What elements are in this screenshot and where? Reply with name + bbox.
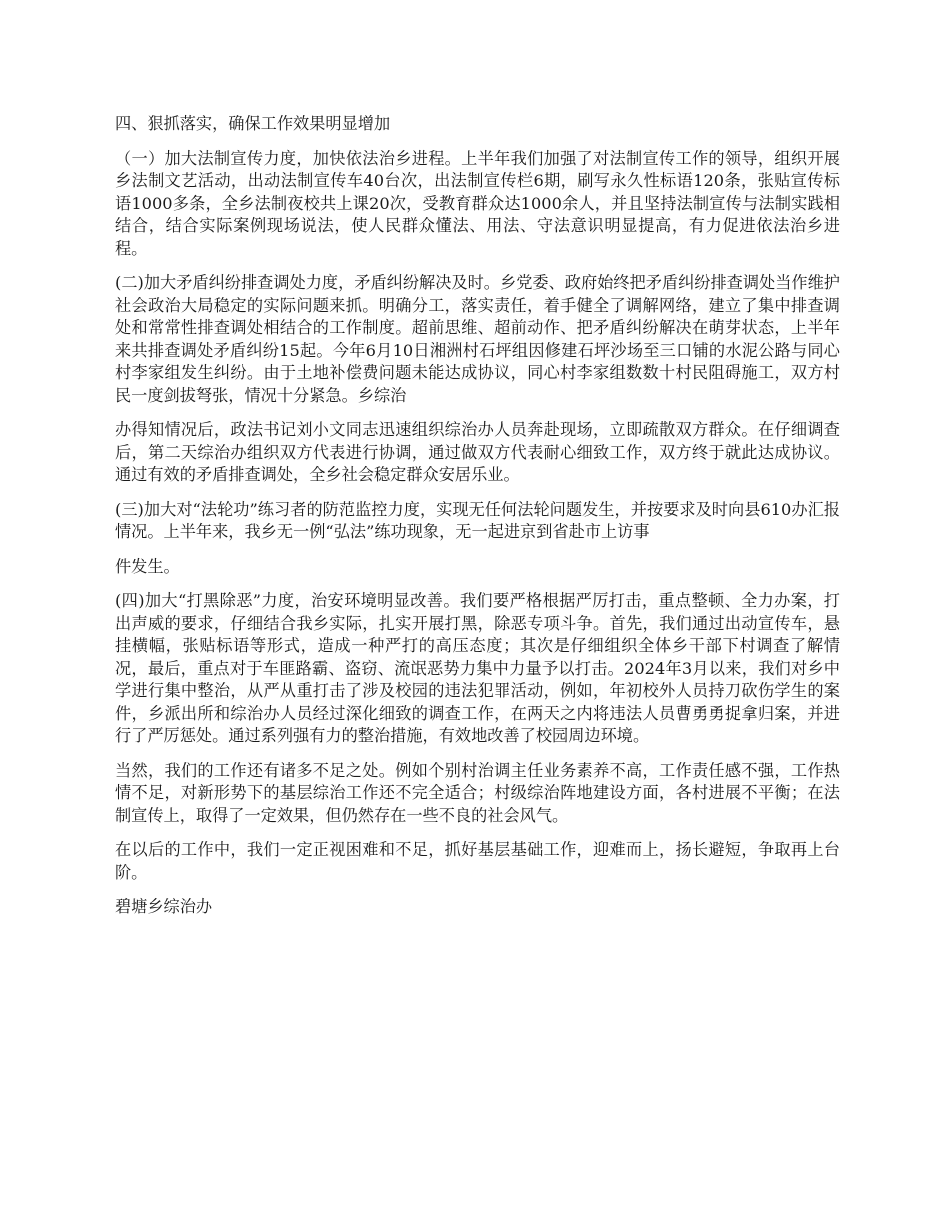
paragraph-dispute-resolution-continued: 办得知情况后，政法书记刘小文同志迅速组织综治办人员奔赴现场，立即疏散双方群众。在仔细调查后，第二天综治办组织双方代表进行协调，通过做双方代表耐心细致工作，双方终于就此达成协议。通过有效的矛盾排查调处，全乡社会稳定群众安居乐业。 <box>115 420 840 484</box>
paragraph-crackdown: (四)加大“打黑除恶”力度，治安环境明显改善。我们要严格根据严厉打击，重点整顿、全力办案，打出声威的要求，仔细结合我乡实际，扎实开展打黑，除恶专项斗争。首先，我们通过出动宣传车，悬挂横幅，张贴标语等形式，造成一种严打的高压态度；其次是仔细组织全体乡干部下村调查了解情况，最后，重点对于车匪路霸、盗窃、流氓恶势力集中力量予以打击。2024年3月以来，我们对乡中学进行集中整治，从严从重打击了涉及校园的违法犯罪活动，例如，年初校外人员持刀砍伤学生的案件，乡派出所和综治办人员经过深化细致的调查工作，在两天之内将违法人员曹勇勇捉拿归案，并进行了严厉惩处。通过系列强有力的整治措施，有效地改善了校园周边环境。 <box>115 591 840 745</box>
paragraph-legal-publicity: （一）加大法制宣传力度，加快依法治乡进程。上半年我们加强了对法制宣传工作的领导，组织开展乡法制文艺活动，出动法制宣传车40台次，出法制宣传栏6期，刷写永久性标语120条，张贴宣传标语1000多条，全乡法制夜校共上课20次，受教育群众达1000余人，并且坚持法制宣传与法制实践相结合，结合实际案例现场说法，使人民群众懂法、用法、守法意识明显提高，有力促进依法治乡进程。 <box>115 148 840 258</box>
paragraph-shortcomings: 当然，我们的工作还有诸多不足之处。例如个别村治调主任业务素养不高，工作责任感不强，工作热情不足，对新形势下的基层综治工作还不完全适合；村级综治阵地建设方面，各村进展不平衡；在法制宣传上，取得了一定效果，但仍然存在一些不良的社会风气。 <box>115 760 840 825</box>
signature: 碧塘乡综治办 <box>115 897 213 916</box>
paragraph-dispute-resolution: (二)加大矛盾纠纷排查调处力度，矛盾纠纷解决及时。乡党委、政府始终把矛盾纠纷排查调处当作维护社会政治大局稳定的实际问题来抓。明确分工，落实责任，着手健全了调解网络，建立了集中排查调处和常常性排查调处相结合的工作制度。超前思维、超前动作、把矛盾纠纷解决在萌芽状态，上半年来共排查调处矛盾纠纷15起。今年6月10日湘洲村石坪组因修建石坪沙场至三口铺的水泥公路与同心村李家组发生纠纷。由于土地补偿费问题未能达成协议，同心村李家组数数十村民阻碍施工，双方村民一度剑拔弩张，情况十分紧急。乡综治 <box>115 273 840 405</box>
document-page <box>115 113 840 931</box>
paragraph-monitoring: (三)加大对“法轮功”练习者的防范监控力度，实现无任何法轮问题发生，并按要求及时向县610办汇报情况。上半年来，我乡无一例“弘法”练功现象，无一起进京到省赴市上访事 <box>115 499 840 541</box>
paragraph-monitoring-continued: 件发生。 <box>115 556 180 576</box>
paragraph-future-work: 在以后的工作中，我们一定正视困难和不足，抓好基层基础工作，迎难而上，扬长避短，争取再上台阶。 <box>115 840 840 882</box>
section-heading: 四、狠抓落实，确保工作效果明显增加 <box>115 114 391 133</box>
